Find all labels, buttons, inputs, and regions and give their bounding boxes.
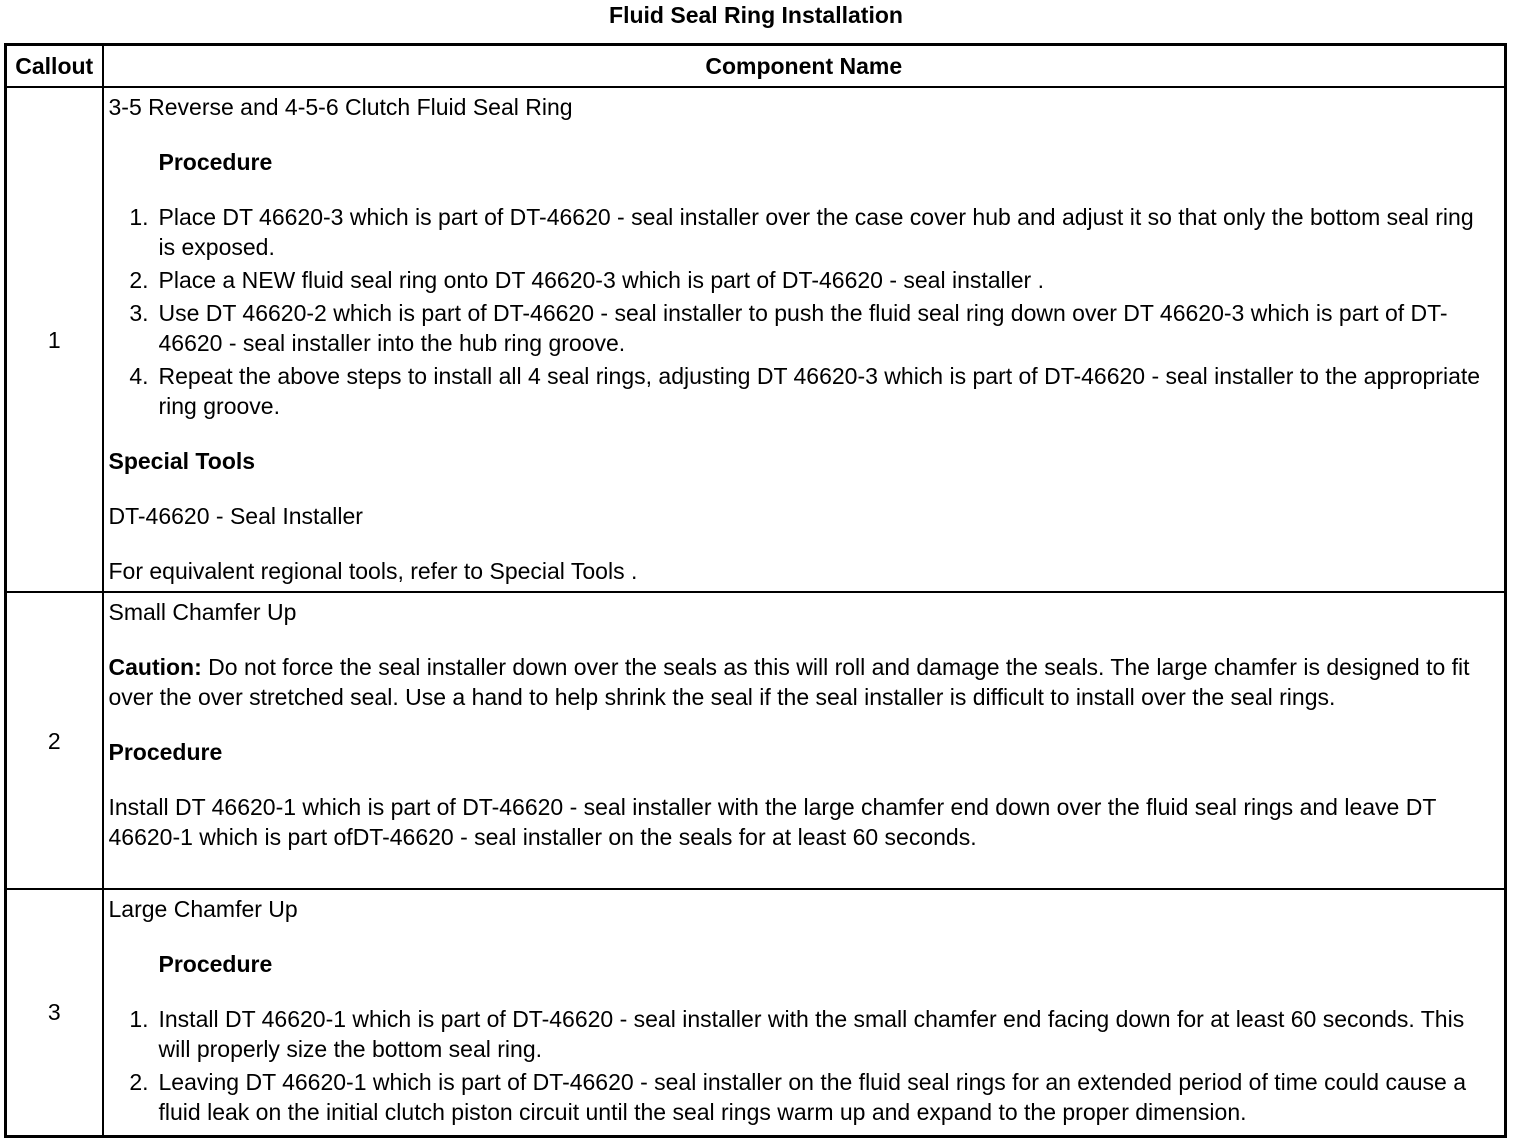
component-name: Large Chamfer Up xyxy=(108,896,298,922)
step-text: Place DT 46620-3 which is part of DT-46620 - seal installer over the case cover hub and adjust it so that only the bottom seal ring is exposed. xyxy=(158,204,1474,260)
table-row xyxy=(6,87,1506,592)
callout-header: Callout xyxy=(6,45,103,88)
list-item xyxy=(109,202,1495,262)
procedure-heading: Procedure xyxy=(108,739,223,765)
component-cell xyxy=(103,592,1506,889)
procedure-steps xyxy=(109,202,1495,421)
step-text: Install DT 46620-1 which is part of DT-46620 - seal installer with the small chamfer end facing down for at least 60 seconds. This will properly size the bottom seal ring. xyxy=(158,1006,1465,1062)
component-name: Small Chamfer Up xyxy=(108,599,297,625)
list-item xyxy=(109,265,1495,295)
caution-label: Caution: xyxy=(108,654,202,680)
caution-text: Do not force the seal installer down over the seals as this will roll and damage the seals. The large chamfer is designed to fit over the over stretched seal. Use a hand to help shrink the seal if the seal installer is difficult to install over the seal rings. xyxy=(108,654,1470,710)
callout-number: 1 xyxy=(6,87,103,592)
caution-note xyxy=(109,652,1495,712)
step-text: Use DT 46620-2 which is part of DT-46620 - seal installer to push the fluid seal ring down over DT 46620-3 which is part of DT-46620 - seal installer into the hub ring groove. xyxy=(158,300,1448,356)
step-number: 2. xyxy=(129,267,149,293)
step-text: Repeat the above steps to install all 4 seal rings, adjusting DT 46620-3 which is part of DT-46620 - seal installer to the appropriate ring groove. xyxy=(158,363,1481,419)
table-row xyxy=(6,592,1506,889)
step-text: Place a NEW fluid seal ring onto DT 46620-3 which is part of DT-46620 - seal installer . xyxy=(158,267,1044,293)
step-number: 4. xyxy=(129,363,149,389)
special-tools-heading: Special Tools xyxy=(108,448,256,474)
component-cell xyxy=(103,889,1506,1136)
page-title: Fluid Seal Ring Installation xyxy=(609,2,903,28)
step-number: 2. xyxy=(129,1069,149,1095)
table-row xyxy=(6,889,1506,1136)
list-item xyxy=(109,1067,1495,1127)
table-header-row xyxy=(6,45,1506,88)
step-text: Leaving DT 46620-1 which is part of DT-46620 - seal installer on the fluid seal rings for an extended period of time could cause a fluid leak on the initial clutch piston circuit until the seal rings warm up and expand to the proper dimension. xyxy=(158,1069,1466,1125)
component-cell xyxy=(103,87,1506,592)
step-number: 1. xyxy=(129,204,149,230)
list-item xyxy=(109,361,1495,421)
procedure-text: Install DT 46620-1 which is part of DT-46620 - seal installer with the large chamfer end down over the fluid seal rings and leave DT 46620-1 which is part ofDT-46620 - seal installer on the seals for at least 60 seconds. xyxy=(108,794,1436,850)
procedure-heading: Procedure xyxy=(158,149,273,175)
regional-tools-note: For equivalent regional tools, refer to Special Tools . xyxy=(108,558,638,584)
list-item xyxy=(109,1004,1495,1064)
special-tool-name: DT-46620 - Seal Installer xyxy=(108,503,363,529)
step-number: 1. xyxy=(129,1006,149,1032)
callout-number: 2 xyxy=(6,592,103,889)
component-table xyxy=(4,43,1507,1138)
callout-number: 3 xyxy=(6,889,103,1136)
procedure-steps xyxy=(109,1004,1495,1127)
list-item xyxy=(109,298,1495,358)
step-number: 3. xyxy=(129,300,149,326)
component-name: 3-5 Reverse and 4-5-6 Clutch Fluid Seal Ring xyxy=(108,94,573,120)
procedure-heading: Procedure xyxy=(158,951,273,977)
component-name-header: Component Name xyxy=(103,45,1506,88)
